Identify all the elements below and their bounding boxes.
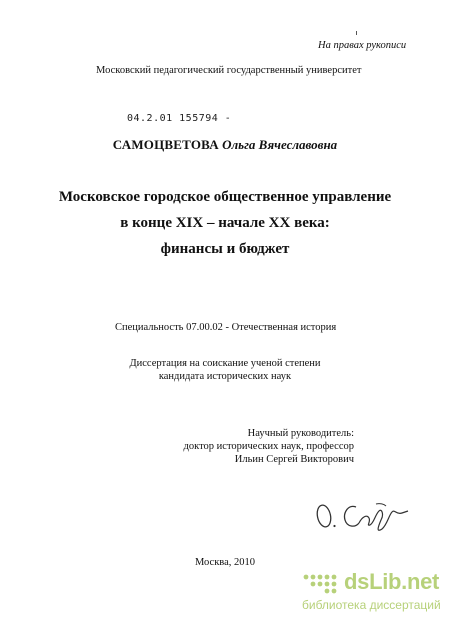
- watermark-dots-icon: [302, 571, 342, 595]
- rights-note: На правах рукописи: [318, 40, 407, 51]
- title-line-3: финансы и бюджет: [160, 241, 290, 257]
- author-given-names: Ольга Вячеславовна: [222, 137, 338, 152]
- university-name: Московский педагогический государственный университет: [96, 65, 362, 76]
- dissertation-line-1: Диссертация на соискание ученой степени: [129, 358, 321, 369]
- archive-stamp-number: 04.2.01 155794 -: [127, 113, 232, 124]
- author-surname: САМОЦВЕТОВА: [112, 137, 219, 152]
- handwritten-signature: [312, 487, 412, 537]
- watermark-site: dsLib.net: [344, 569, 440, 594]
- watermark: [302, 569, 446, 615]
- margin-mark: [356, 31, 357, 35]
- speciality: Специальность 07.00.02 - Отечественная история: [115, 322, 337, 333]
- dissertation-line-2: кандидата исторических наук: [158, 371, 292, 382]
- author-name: [0, 137, 450, 153]
- title-line-1: Московское городское общественное управление: [58, 189, 392, 205]
- supervisor-name: Ильин Сергей Викторович: [234, 454, 354, 465]
- place-and-year: Москва, 2010: [194, 557, 256, 568]
- title-line-2: в конце XIX – начале XX века:: [120, 215, 330, 231]
- supervisor-heading: Научный руководитель:: [247, 428, 354, 439]
- supervisor-degree: доктор исторических наук, профессор: [183, 441, 354, 452]
- watermark-tagline: библиотека диссертаций: [302, 598, 441, 612]
